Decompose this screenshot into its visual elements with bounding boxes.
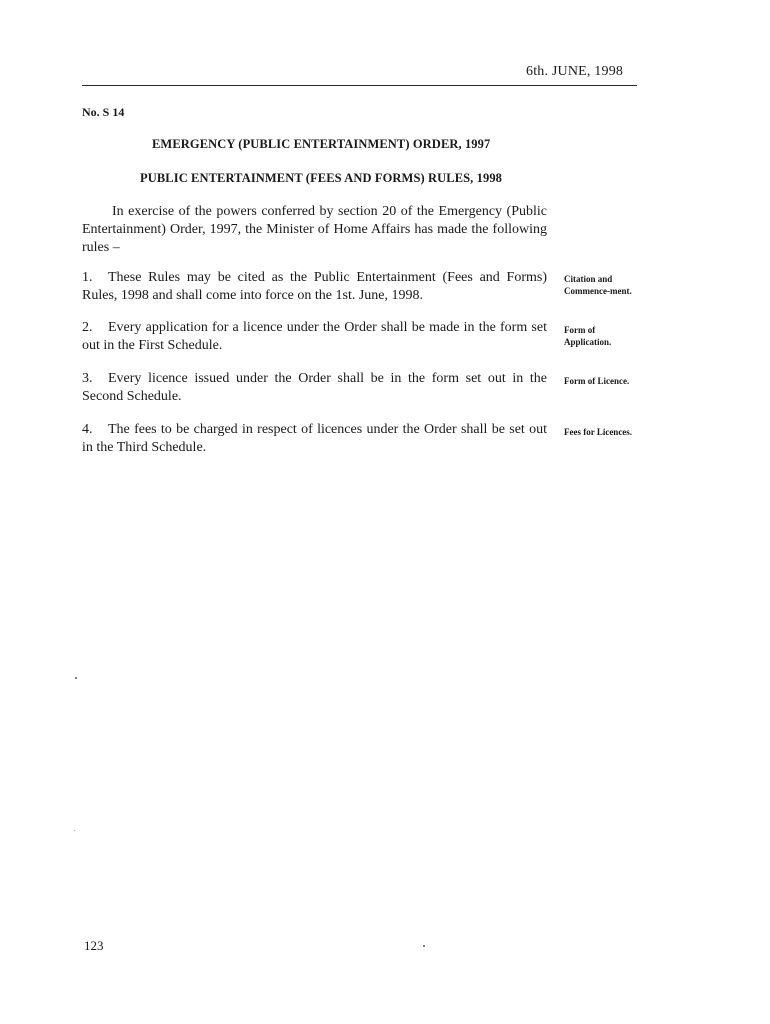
margin-note-3: Form of Licence. <box>564 376 630 386</box>
preamble-paragraph: In exercise of the powers conferred by section 20 of the Emergency (Public Entertainment) Order, 1997, the Minister of Home Affairs has made the following rules – <box>82 204 547 255</box>
order-title: EMERGENCY (PUBLIC ENTERTAINMENT) ORDER, 1997 <box>152 137 491 151</box>
rule-text: These Rules may be cited as the Public Entertainment (Fees and Forms) Rules, 1998 and shall come into force on the 1st. June, 1998. <box>82 270 547 303</box>
margin-note-1: Citation and Commence-ment. <box>564 274 632 296</box>
rule-paragraph-4 <box>82 421 547 457</box>
scan-speck <box>75 677 77 679</box>
rule-paragraph-3 <box>82 370 547 406</box>
margin-note-2: Form of Application. <box>564 325 612 347</box>
page-number: 123 <box>84 938 104 953</box>
rule-paragraph-2 <box>82 319 547 355</box>
rule-number: 1. <box>82 270 93 285</box>
document-number: No. S 14 <box>82 105 125 119</box>
header-date: 6th. JUNE, 1998 <box>526 64 624 79</box>
rule-number: 2. <box>82 320 93 335</box>
rule-text: The fees to be charged in respect of licences under the Order shall be set out in the Third Schedule. <box>82 422 547 455</box>
rule-text: Every application for a licence under the Order shall be made in the form set out in the First Schedule. <box>82 320 547 353</box>
rule-text: Every licence issued under the Order shall be in the form set out in the Second Schedule. <box>82 371 547 404</box>
rule-number: 3. <box>82 371 93 386</box>
scan-speck <box>74 830 75 831</box>
rule-number: 4. <box>82 422 93 437</box>
margin-note-4: Fees for Licences. <box>564 427 633 437</box>
rule-paragraph-1 <box>82 269 547 305</box>
header-rule <box>82 85 637 86</box>
scan-speck <box>423 945 425 947</box>
rules-title: PUBLIC ENTERTAINMENT (FEES AND FORMS) RULES, 1998 <box>140 171 503 185</box>
